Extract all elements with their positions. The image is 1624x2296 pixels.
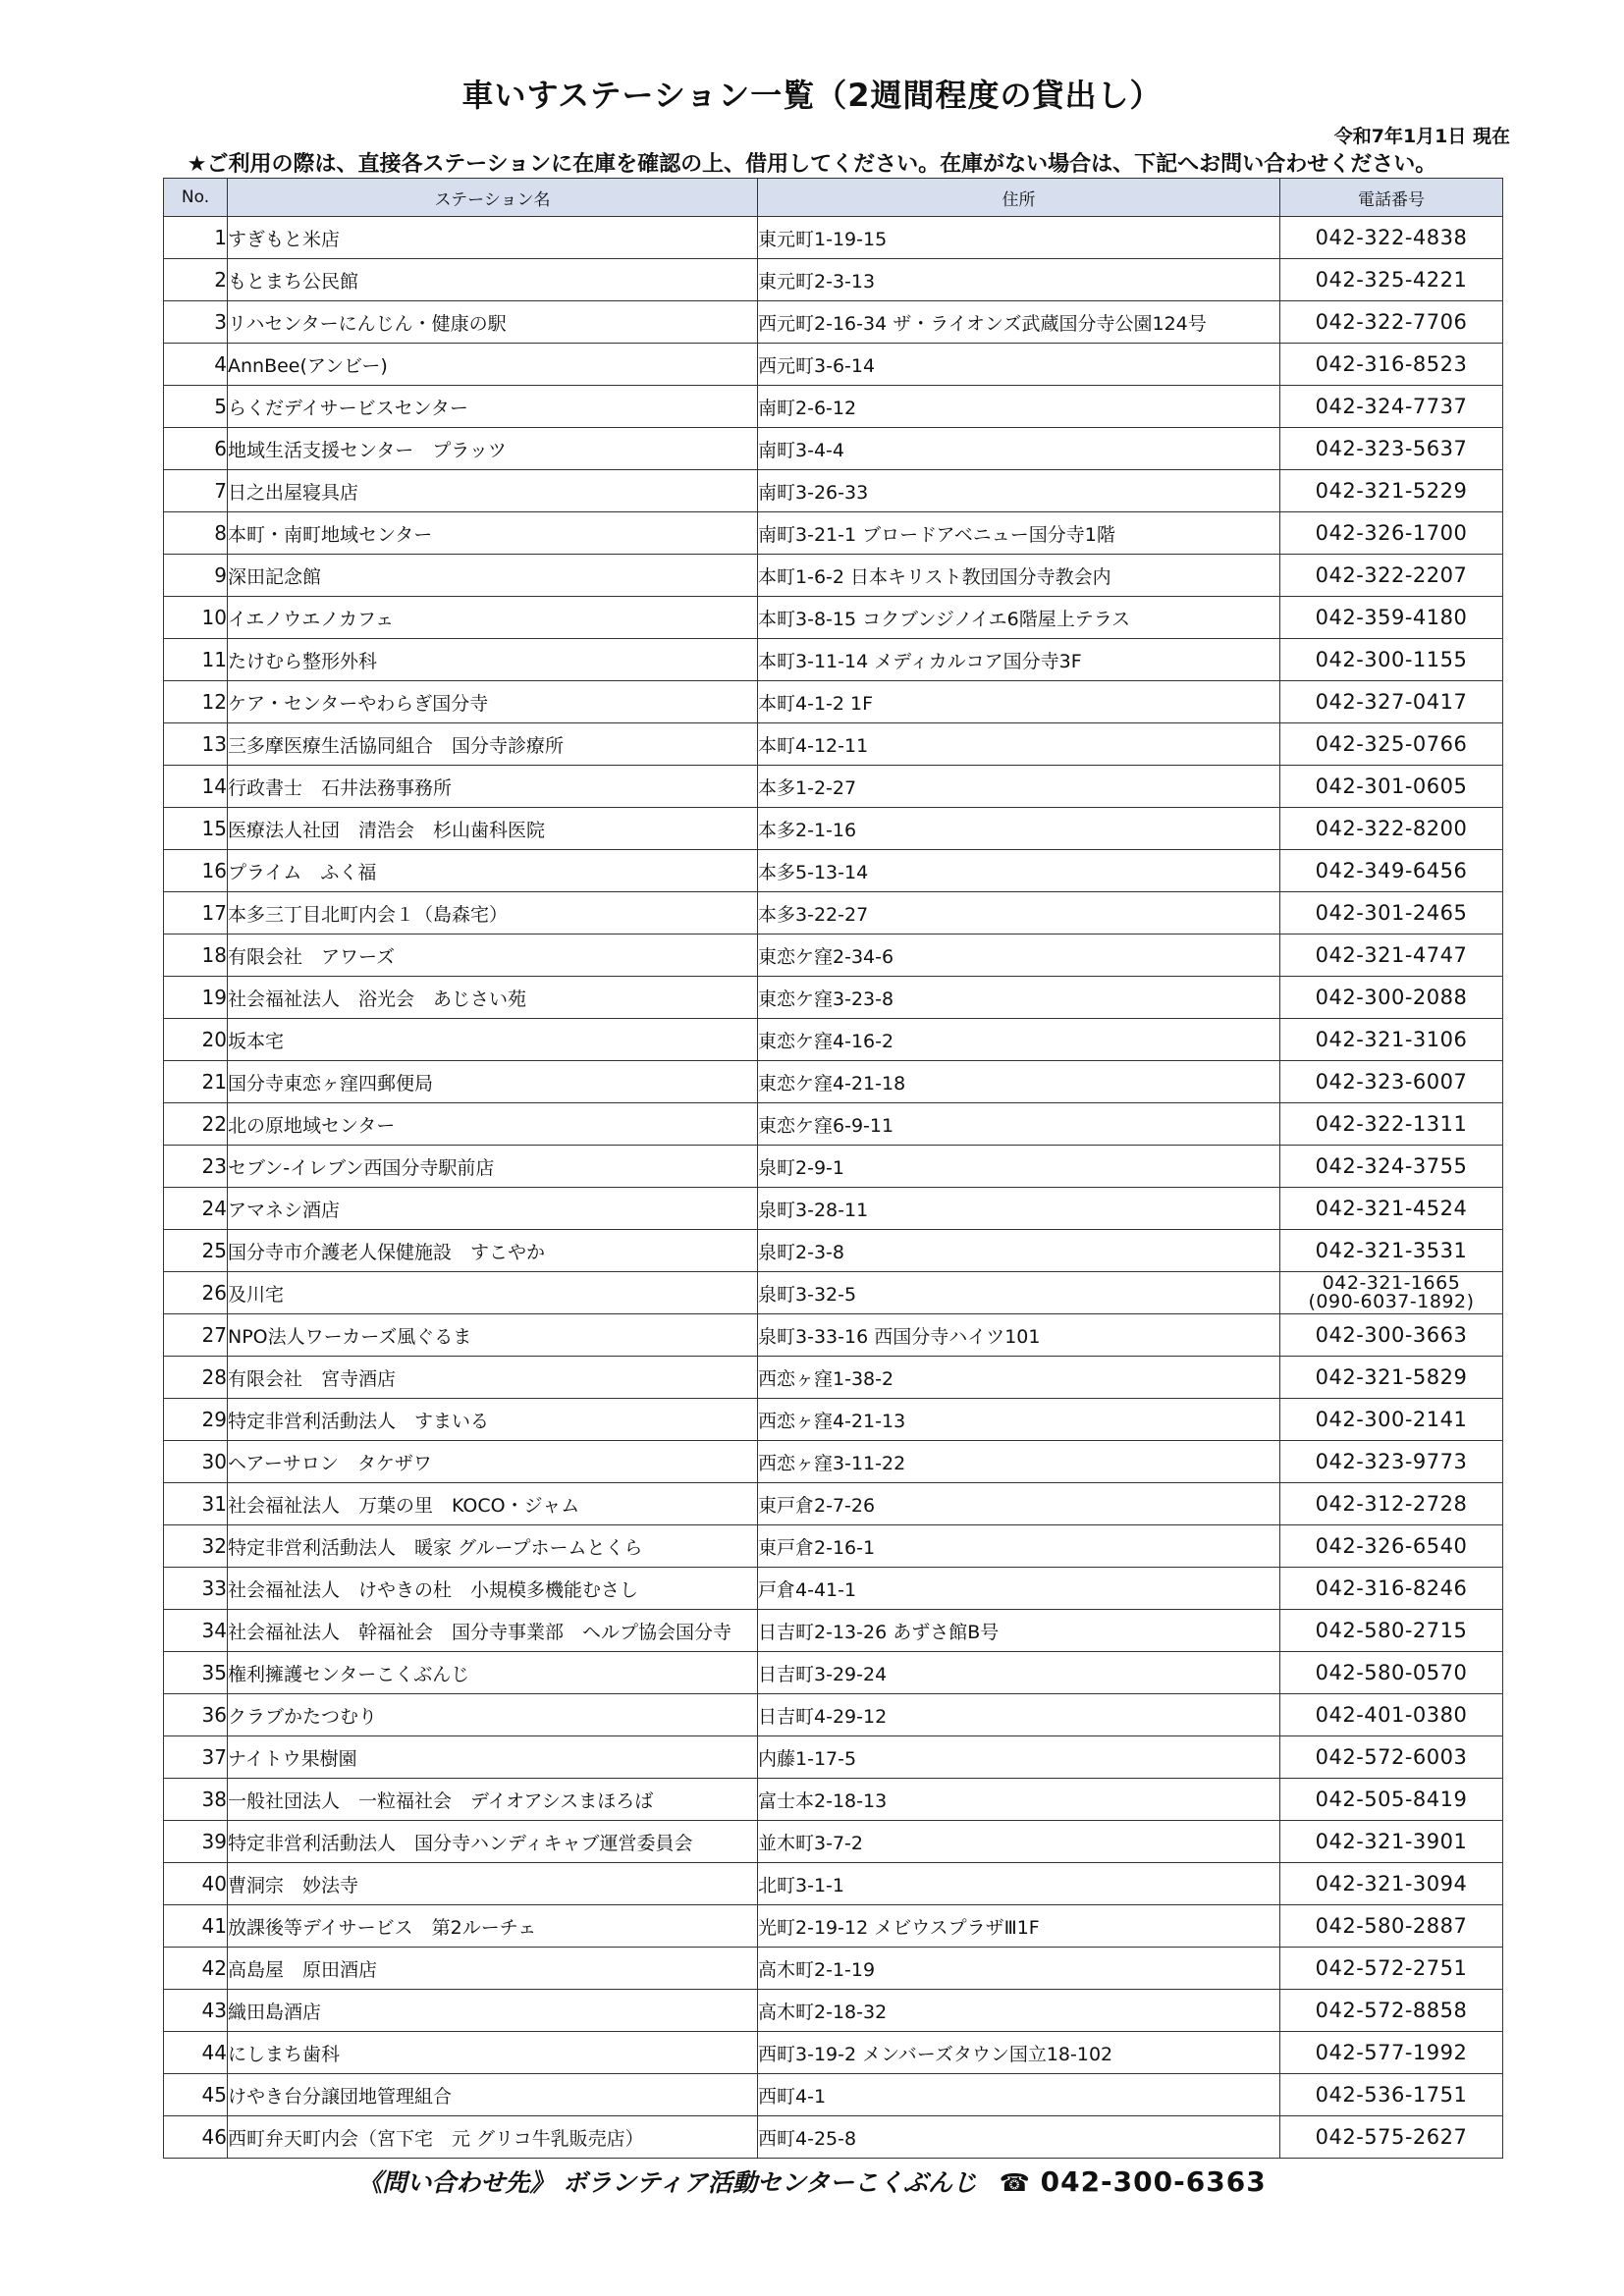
station-phone: 042-321-5829 [1280, 1357, 1503, 1399]
table-row [164, 1483, 1503, 1525]
station-name: 社会福祉法人 浴光会 あじさい苑 [228, 977, 758, 1019]
station-name: 及川宅 [228, 1272, 758, 1314]
station-address: 高木町2-1-19 [758, 1948, 1280, 1990]
station-phone: 042-322-1311 [1280, 1103, 1503, 1146]
station-name: にしまち歯科 [228, 2032, 758, 2074]
station-address: 日吉町4-29-12 [758, 1694, 1280, 1736]
station-name: 曹洞宗 妙法寺 [228, 1863, 758, 1905]
station-address: 東元町2-3-13 [758, 259, 1280, 301]
table-row [164, 1272, 1503, 1314]
table-row [164, 2074, 1503, 2116]
header-phone: 電話番号 [1280, 179, 1503, 217]
telephone-icon: ☎ [999, 2168, 1030, 2197]
table-row [164, 597, 1503, 639]
table-row [164, 808, 1503, 850]
contact-label: 《問い合わせ先》 ボランティア活動センターこくぶんじ [357, 2168, 978, 2197]
table-row [164, 1736, 1503, 1779]
row-number: 16 [164, 850, 228, 892]
station-address: 東恋ケ窪6-9-11 [758, 1103, 1280, 1146]
station-name: ヘアーサロン タケザワ [228, 1441, 758, 1483]
station-phone: 042-312-2728 [1280, 1483, 1503, 1525]
station-phone: 042-301-2465 [1280, 892, 1503, 934]
table-row [164, 301, 1503, 344]
table-row [164, 1652, 1503, 1694]
station-name: ケア・センターやわらぎ国分寺 [228, 681, 758, 723]
station-phone: 042-323-5637 [1280, 428, 1503, 470]
station-name: AnnBee(アンビー) [228, 344, 758, 386]
station-name: 国分寺東恋ヶ窪四郵便局 [228, 1061, 758, 1103]
station-address: 東戸倉2-7-26 [758, 1483, 1280, 1525]
station-name: プライム ふく福 [228, 850, 758, 892]
row-number: 31 [164, 1483, 228, 1525]
station-address: 南町3-21-1 ブロードアベニュー国分寺1階 [758, 512, 1280, 555]
station-phone: 042-316-8523 [1280, 344, 1503, 386]
station-address: 西恋ヶ窪3-11-22 [758, 1441, 1280, 1483]
station-address: 東元町1-19-15 [758, 217, 1280, 259]
table-row [164, 259, 1503, 301]
station-address: 西町4-25-8 [758, 2116, 1280, 2159]
station-name: たけむら整形外科 [228, 639, 758, 681]
row-number: 19 [164, 977, 228, 1019]
station-phone: 042-321-3094 [1280, 1863, 1503, 1905]
station-address: 内藤1-17-5 [758, 1736, 1280, 1779]
row-number: 24 [164, 1188, 228, 1230]
station-name: 一般社団法人 一粒福社会 デイオアシスまほろば [228, 1779, 758, 1821]
station-phone-primary: 042-321-1665 [1322, 1272, 1461, 1294]
station-phone: 042-580-2887 [1280, 1905, 1503, 1948]
station-phone: 042-322-8200 [1280, 808, 1503, 850]
usage-notice: ★ご利用の際は、直接各ステーションに在庫を確認の上、借用してください。在庫がない場合は、下記へお問い合わせください。 [187, 152, 1437, 177]
station-phone [1280, 1272, 1503, 1314]
table-row [164, 1103, 1503, 1146]
station-address: 西恋ヶ窪1-38-2 [758, 1357, 1280, 1399]
row-number: 11 [164, 639, 228, 681]
station-name: 地域生活支援センター プラッツ [228, 428, 758, 470]
station-phone: 042-321-4747 [1280, 934, 1503, 977]
row-number: 10 [164, 597, 228, 639]
station-phone: 042-316-8246 [1280, 1568, 1503, 1610]
station-address: 光町2-19-12 メビウスプラザⅢ1F [758, 1905, 1280, 1948]
row-number: 12 [164, 681, 228, 723]
table-row [164, 892, 1503, 934]
row-number: 14 [164, 766, 228, 808]
table-row [164, 1314, 1503, 1357]
station-name: 三多摩医療生活協同組合 国分寺診療所 [228, 723, 758, 766]
station-phone: 042-324-3755 [1280, 1146, 1503, 1188]
row-number: 39 [164, 1821, 228, 1863]
station-address: 東恋ケ窪4-16-2 [758, 1019, 1280, 1061]
row-number: 34 [164, 1610, 228, 1652]
station-name: 国分寺市介護老人保健施設 すこやか [228, 1230, 758, 1272]
station-address: 南町3-4-4 [758, 428, 1280, 470]
station-name: すぎもと米店 [228, 217, 758, 259]
station-name: リハセンターにんじん・健康の駅 [228, 301, 758, 344]
row-number: 17 [164, 892, 228, 934]
table-row [164, 555, 1503, 597]
station-phone: 042-326-1700 [1280, 512, 1503, 555]
row-number: 15 [164, 808, 228, 850]
table-row [164, 1230, 1503, 1272]
station-name: 本町・南町地域センター [228, 512, 758, 555]
table-row [164, 1568, 1503, 1610]
row-number: 40 [164, 1863, 228, 1905]
station-name: 織田島酒店 [228, 1990, 758, 2032]
station-name: 日之出屋寝具店 [228, 470, 758, 512]
station-name: 権利擁護センターこくぶんじ [228, 1652, 758, 1694]
station-address: 泉町3-32-5 [758, 1272, 1280, 1314]
station-phone-secondary: (090-6037-1892) [1308, 1291, 1475, 1312]
station-address: 東恋ケ窪3-23-8 [758, 977, 1280, 1019]
row-number: 20 [164, 1019, 228, 1061]
station-name: 有限会社 アワーズ [228, 934, 758, 977]
table-row [164, 2032, 1503, 2074]
station-address: 本町4-1-2 1F [758, 681, 1280, 723]
row-number: 45 [164, 2074, 228, 2116]
row-number: 30 [164, 1441, 228, 1483]
station-address: 本多3-22-27 [758, 892, 1280, 934]
station-address: 東恋ケ窪4-21-18 [758, 1061, 1280, 1103]
station-name: 本多三丁目北町内会１（島森宅） [228, 892, 758, 934]
as-of-date: 令和7年1月1日 現在 [1333, 126, 1510, 147]
station-name: もとまち公民館 [228, 259, 758, 301]
station-name: 西町弁天町内会（宮下宅 元 グリコ牛乳販売店） [228, 2116, 758, 2159]
station-name: NPO法人ワーカーズ風ぐるま [228, 1314, 758, 1357]
station-name: 坂本宅 [228, 1019, 758, 1061]
station-phone: 042-321-3106 [1280, 1019, 1503, 1061]
station-phone: 042-322-7706 [1280, 301, 1503, 344]
row-number: 29 [164, 1399, 228, 1441]
station-phone: 042-322-4838 [1280, 217, 1503, 259]
row-number: 23 [164, 1146, 228, 1188]
row-number: 3 [164, 301, 228, 344]
row-number: 4 [164, 344, 228, 386]
station-name: 深田記念館 [228, 555, 758, 597]
station-address: 西元町2-16-34 ザ・ライオンズ武蔵国分寺公園124号 [758, 301, 1280, 344]
table-header-row [164, 179, 1503, 217]
header-no: No. [164, 179, 228, 217]
station-address: 本町3-8-15 コクブンジノイエ6階屋上テラス [758, 597, 1280, 639]
row-number: 18 [164, 934, 228, 977]
table-row [164, 1399, 1503, 1441]
table-row [164, 977, 1503, 1019]
row-number: 43 [164, 1990, 228, 2032]
station-address: 西町4-1 [758, 2074, 1280, 2116]
row-number: 35 [164, 1652, 228, 1694]
page-title: 車いすステーション一覧（2週間程度の貸出し） [461, 77, 1163, 114]
station-name: 医療法人社団 清浩会 杉山歯科医院 [228, 808, 758, 850]
table-row [164, 934, 1503, 977]
station-phone: 042-321-3901 [1280, 1821, 1503, 1863]
table-row [164, 681, 1503, 723]
station-phone: 042-300-2141 [1280, 1399, 1503, 1441]
table-row [164, 1694, 1503, 1736]
station-phone: 042-321-3531 [1280, 1230, 1503, 1272]
station-address: 西恋ヶ窪4-21-13 [758, 1399, 1280, 1441]
table-row [164, 1990, 1503, 2032]
station-phone: 042-575-2627 [1280, 2116, 1503, 2159]
header-station-name: ステーション名 [228, 179, 758, 217]
row-number: 9 [164, 555, 228, 597]
station-rows [164, 217, 1503, 2159]
station-phone: 042-300-3663 [1280, 1314, 1503, 1357]
table-row [164, 1863, 1503, 1905]
row-number: 2 [164, 259, 228, 301]
row-number: 44 [164, 2032, 228, 2074]
station-phone: 042-325-0766 [1280, 723, 1503, 766]
row-number: 28 [164, 1357, 228, 1399]
table-row [164, 850, 1503, 892]
station-name: ナイトウ果樹園 [228, 1736, 758, 1779]
table-row [164, 723, 1503, 766]
station-address: 本町1-6-2 日本キリスト教団国分寺教会内 [758, 555, 1280, 597]
station-address: 南町2-6-12 [758, 386, 1280, 428]
station-phone: 042-572-6003 [1280, 1736, 1503, 1779]
table-row [164, 217, 1503, 259]
row-number: 41 [164, 1905, 228, 1948]
row-number: 1 [164, 217, 228, 259]
row-number: 38 [164, 1779, 228, 1821]
station-phone: 042-359-4180 [1280, 597, 1503, 639]
station-name: 放課後等デイサービス 第2ルーチェ [228, 1905, 758, 1948]
station-phone: 042-577-1992 [1280, 2032, 1503, 2074]
row-number: 26 [164, 1272, 228, 1314]
table-row [164, 1188, 1503, 1230]
station-address: 高木町2-18-32 [758, 1990, 1280, 2032]
row-number: 13 [164, 723, 228, 766]
station-address: 並木町3-7-2 [758, 1821, 1280, 1863]
station-phone: 042-401-0380 [1280, 1694, 1503, 1736]
station-address: 日吉町3-29-24 [758, 1652, 1280, 1694]
table-row [164, 512, 1503, 555]
station-phone: 042-323-6007 [1280, 1061, 1503, 1103]
table-row [164, 1146, 1503, 1188]
row-number: 22 [164, 1103, 228, 1146]
station-address: 北町3-1-1 [758, 1863, 1280, 1905]
station-phone: 042-580-0570 [1280, 1652, 1503, 1694]
station-phone: 042-322-2207 [1280, 555, 1503, 597]
station-address: 泉町3-33-16 西国分寺ハイツ101 [758, 1314, 1280, 1357]
station-phone: 042-536-1751 [1280, 2074, 1503, 2116]
table-row [164, 470, 1503, 512]
row-number: 25 [164, 1230, 228, 1272]
row-number: 5 [164, 386, 228, 428]
station-name: 特定非営利活動法人 国分寺ハンディキャブ運営委員会 [228, 1821, 758, 1863]
station-phone: 042-321-4524 [1280, 1188, 1503, 1230]
row-number: 33 [164, 1568, 228, 1610]
station-name: 特定非営利活動法人 暖家 グループホームとくら [228, 1525, 758, 1568]
row-number: 46 [164, 2116, 228, 2159]
station-address: 本町3-11-14 メディカルコア国分寺3F [758, 639, 1280, 681]
station-name: 行政書士 石井法務事務所 [228, 766, 758, 808]
station-address: 本町4-12-11 [758, 723, 1280, 766]
station-phone: 042-300-1155 [1280, 639, 1503, 681]
header-address: 住所 [758, 179, 1280, 217]
station-name: 社会福祉法人 万葉の里 KOCO・ジャム [228, 1483, 758, 1525]
station-name: 社会福祉法人 けやきの杜 小規模多機能むさし [228, 1568, 758, 1610]
row-number: 27 [164, 1314, 228, 1357]
table-row [164, 1948, 1503, 1990]
station-phone: 042-349-6456 [1280, 850, 1503, 892]
station-name: 有限会社 宮寺酒店 [228, 1357, 758, 1399]
row-number: 36 [164, 1694, 228, 1736]
station-phone: 042-505-8419 [1280, 1779, 1503, 1821]
station-phone: 042-321-5229 [1280, 470, 1503, 512]
table-row [164, 1441, 1503, 1483]
table-row [164, 1061, 1503, 1103]
station-name: 社会福祉法人 幹福祉会 国分寺事業部 ヘルプ協会国分寺 [228, 1610, 758, 1652]
station-address: 本多5-13-14 [758, 850, 1280, 892]
row-number: 6 [164, 428, 228, 470]
table-row [164, 344, 1503, 386]
station-phone: 042-300-2088 [1280, 977, 1503, 1019]
station-phone: 042-572-8858 [1280, 1990, 1503, 2032]
station-address: 戸倉4-41-1 [758, 1568, 1280, 1610]
table-row [164, 766, 1503, 808]
station-address: 西町3-19-2 メンバーズタウン国立18-102 [758, 2032, 1280, 2074]
station-name: セブン-イレブン西国分寺駅前店 [228, 1146, 758, 1188]
station-phone: 042-580-2715 [1280, 1610, 1503, 1652]
station-address: 本多2-1-16 [758, 808, 1280, 850]
station-address: 富士本2-18-13 [758, 1779, 1280, 1821]
table-row [164, 639, 1503, 681]
station-name: けやき台分譲団地管理組合 [228, 2074, 758, 2116]
contact-phone: 042-300-6363 [1040, 2165, 1267, 2198]
table-row [164, 1905, 1503, 1948]
station-address: 南町3-26-33 [758, 470, 1280, 512]
table-row [164, 1821, 1503, 1863]
table-row [164, 428, 1503, 470]
station-address: 泉町2-3-8 [758, 1230, 1280, 1272]
row-number: 42 [164, 1948, 228, 1990]
station-name: 特定非営利活動法人 すまいる [228, 1399, 758, 1441]
station-address: 東恋ケ窪2-34-6 [758, 934, 1280, 977]
station-phone: 042-324-7737 [1280, 386, 1503, 428]
table-row [164, 1525, 1503, 1568]
station-phone: 042-572-2751 [1280, 1948, 1503, 1990]
row-number: 8 [164, 512, 228, 555]
station-phone: 042-325-4221 [1280, 259, 1503, 301]
station-phone: 042-326-6540 [1280, 1525, 1503, 1568]
row-number: 7 [164, 470, 228, 512]
station-table [163, 178, 1503, 2159]
station-phone: 042-301-0605 [1280, 766, 1503, 808]
row-number: 32 [164, 1525, 228, 1568]
table-row [164, 1019, 1503, 1061]
station-address: 泉町3-28-11 [758, 1188, 1280, 1230]
table-row [164, 1610, 1503, 1652]
station-name: 高島屋 原田酒店 [228, 1948, 758, 1990]
station-name: 北の原地域センター [228, 1103, 758, 1146]
table-row [164, 1357, 1503, 1399]
station-name: クラブかたつむり [228, 1694, 758, 1736]
station-address: 本多1-2-27 [758, 766, 1280, 808]
row-number: 21 [164, 1061, 228, 1103]
contact-footer [0, 2163, 1624, 2199]
table-row [164, 2116, 1503, 2159]
table-row [164, 386, 1503, 428]
station-phone: 042-323-9773 [1280, 1441, 1503, 1483]
station-name: イエノウエノカフェ [228, 597, 758, 639]
station-address: 日吉町2-13-26 あずさ館B号 [758, 1610, 1280, 1652]
row-number: 37 [164, 1736, 228, 1779]
station-address: 東戸倉2-16-1 [758, 1525, 1280, 1568]
table-row [164, 1779, 1503, 1821]
station-phone: 042-327-0417 [1280, 681, 1503, 723]
station-name: らくだデイサービスセンター [228, 386, 758, 428]
station-name: アマネシ酒店 [228, 1188, 758, 1230]
station-address: 泉町2-9-1 [758, 1146, 1280, 1188]
station-address: 西元町3-6-14 [758, 344, 1280, 386]
